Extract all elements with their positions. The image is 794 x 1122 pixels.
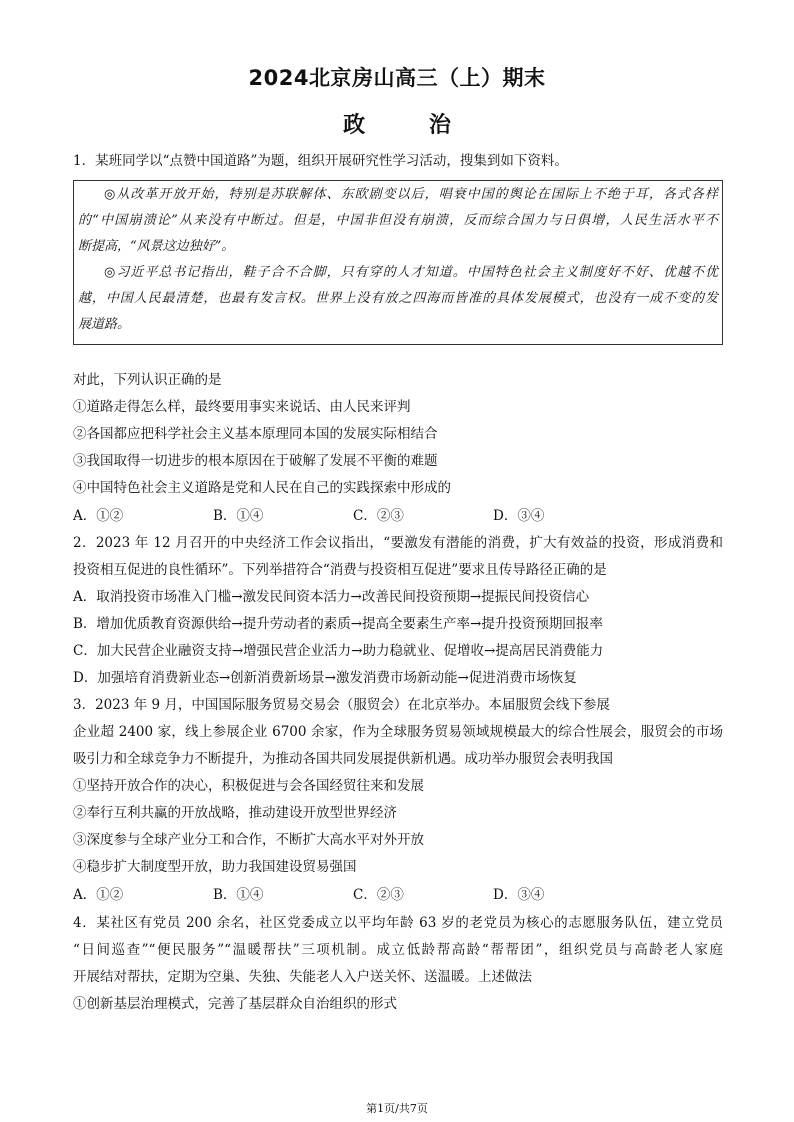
- q4-stem-line: “日间巡查”“便民服务”“温暖帮扶”三项机制。成立低龄帮高龄“帮帮团”，组织党员与高龄老人家庭: [73, 942, 723, 958]
- exam-subject: 政 治: [343, 113, 479, 138]
- q1-box-line: 展道路。: [78, 317, 131, 332]
- q4-stem-line: 4．某社区有党员 200 余名，社区党委成立以平均年龄 63 岁的老党员为核心的志愿服务队伍，建立党员: [73, 915, 723, 931]
- q2-option-c[interactable]: C．加大民营企业融资支持→增强民营企业活力→助力稳就业、促增收→提高居民消费能力: [73, 643, 604, 659]
- q3-item: ④稳步扩大制度型开放，助力我国建设贸易强国: [73, 859, 357, 875]
- q3-option-a[interactable]: A．①②: [73, 887, 124, 903]
- q1-option-d[interactable]: D．③④: [493, 508, 545, 524]
- q3-item: ①坚持开放合作的决心，积极促进与会各国经贸往来和发展: [73, 778, 424, 794]
- q4-item: ①创新基层治理模式，完善了基层群众自治组织的形式: [73, 996, 397, 1012]
- q1-box-line: 越，中国人民最清楚，也最有发言权。世界上没有放之四海而皆准的具体发展模式，也没有一成不变的发: [78, 291, 718, 306]
- q1-box-line: 断提高，“风景这边独好”。: [78, 239, 235, 254]
- q1-item: ③我国取得一切进步的根本原因在于破解了发展不平衡的难题: [73, 453, 438, 469]
- q1-option-c[interactable]: C．②③: [353, 508, 404, 524]
- q2-stem-line: 投资相互促进的良性循环”。下列举措符合“消费与投资相互促进”要求且传导路径正确的是: [73, 562, 607, 578]
- q3-option-d[interactable]: D．③④: [493, 887, 545, 903]
- q3-stem-line: 吸引力和全球竞争力不断提升，为推动各国共同发展提供新机遇。成功举办服贸会表明我国: [73, 751, 613, 767]
- q1-option-b[interactable]: B．①④: [213, 508, 264, 524]
- q1-stem: 1．某班同学以“点赞中国道路”为题，组织开展研究性学习活动，搜集到如下资料。: [73, 153, 568, 169]
- q1-option-a[interactable]: A．①②: [73, 508, 124, 524]
- q2-option-d[interactable]: D．加强培育消费新业态→创新消费新场景→激发消费市场新动能→促进消费市场恢复: [73, 670, 577, 686]
- q1-item: ④中国特色社会主义道路是党和人民在自己的实践探索中形成的: [73, 480, 451, 496]
- q3-option-c[interactable]: C．②③: [353, 887, 404, 903]
- q2-stem-line: 2．2023 年 12 月召开的中央经济工作会议指出，“要激发有潜能的消费，扩大有效益的投资，形成消费和: [73, 535, 723, 551]
- q2-option-a[interactable]: A．取消投资市场准入门槛→激发民间资本活力→改善民间投资预期→提振民间投资信心: [73, 589, 590, 605]
- q4-stem-line: 开展结对帮扶，定期为空巢、失独、失能老人入户送关怀、送温暖。上述做法: [73, 969, 532, 985]
- q3-item: ②奉行互利共赢的开放战略，推动建设开放型世界经济: [73, 805, 397, 821]
- q1-item: ①道路走得怎么样，最终要用事实来说话、由人民来评判: [73, 399, 411, 415]
- q3-stem-line: 3．2023 年 9 月，中国国际服务贸易交易会（服贸会）在北京举办。本届服贸会线下参展: [73, 697, 610, 713]
- q3-item: ③深度参与全球产业分工和合作，不断扩大高水平对外开放: [73, 832, 424, 848]
- q1-item: ②各国都应把科学社会主义基本原理同本国的发展实际相结合: [73, 426, 438, 442]
- exam-title: 2024北京房山高三（上）期末: [248, 66, 546, 90]
- q1-box-line: ◎习近平总书记指出，鞋子合不合脚，只有穿的人才知道。中国特色社会主义制度好不好、优越不优: [104, 265, 718, 280]
- q3-option-b[interactable]: B．①④: [213, 887, 264, 903]
- q1-box-line: ◎从改革开放开始，特别是苏联解体、东欧剧变以后，唱衰中国的舆论在国际上不绝于耳，各式各样: [104, 187, 718, 202]
- q2-option-b[interactable]: B．增加优质教育资源供给→提升劳动者的素质→提高全要素生产率→提升投资预期回报率: [73, 616, 603, 632]
- page-number: 第1页/共7页: [366, 1102, 428, 1115]
- q1-box-line: 的“中国崩溃论”从来没有中断过。但是，中国非但没有崩溃，反而综合国力与日俱增，人民生活水平不: [78, 213, 718, 228]
- q1-prompt: 对此，下列认识正确的是: [73, 372, 222, 388]
- q3-stem-line: 企业超 2400 家，线上参展企业 6700 余家，作为全球服务贸易领域规模最大的综合性展会，服贸会的市场: [73, 724, 723, 740]
